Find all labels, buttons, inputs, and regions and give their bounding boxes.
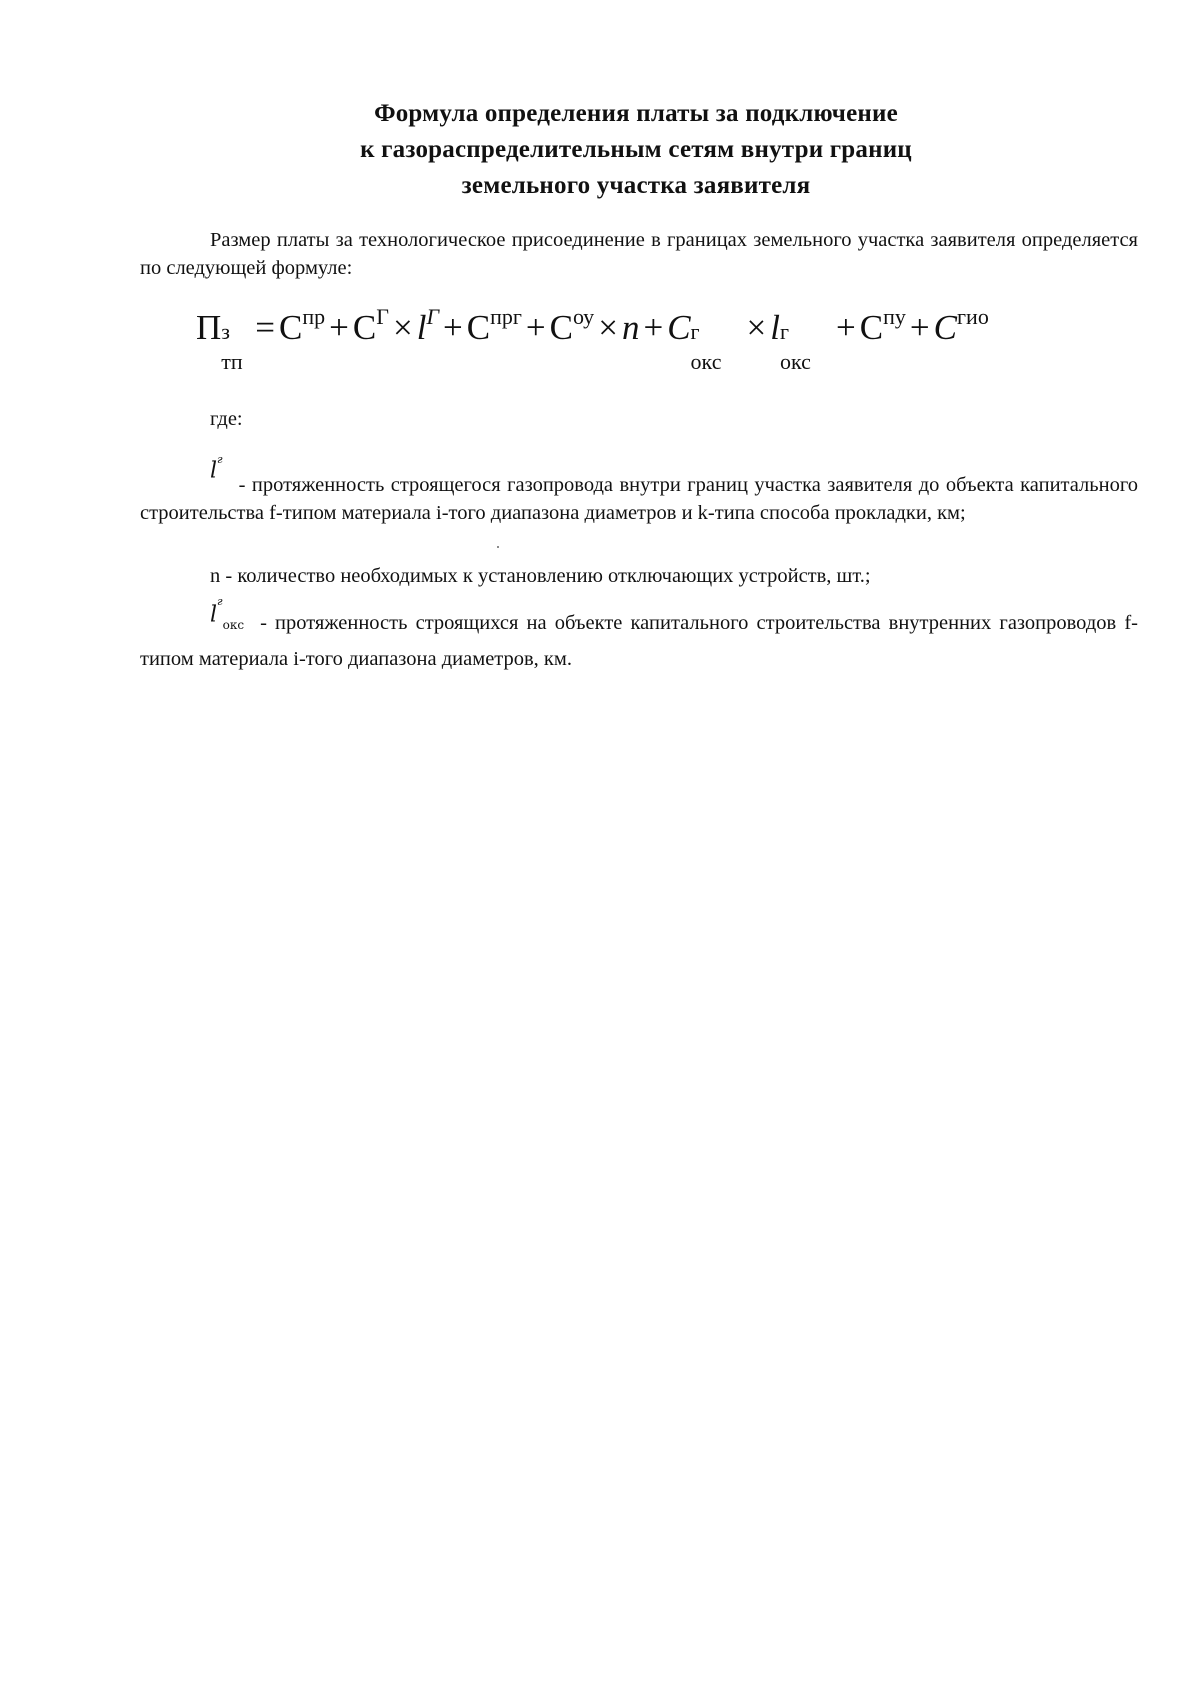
formula-term-cou: $С^{оу}$ (549, 304, 595, 347)
formula-term-cgoks: C г окс (667, 308, 722, 374)
definition-lgoks (140, 595, 1138, 673)
formula-term-cg: $С^Г$ (352, 304, 389, 347)
definition-n: n - количество необходимых к установлению отключающих устройств, шт.; (210, 565, 871, 587)
definition-lg (140, 453, 1138, 527)
formula-equals: = (255, 308, 276, 347)
formula-term-cpu: $С^{пу}$ (859, 304, 906, 347)
definition-text-lg: - протяженность строящегося газопровода внутри границ участка заявителя до объекта капитального строительства f-типом материала i-того диапазона диаметров и k-типа способа прокладки, км; (140, 474, 1138, 525)
definition-symbol-lg: $l^г$ (210, 453, 223, 484)
title-line-2: к газораспределительным сетям внутри границ (360, 136, 912, 163)
document-title (0, 96, 1200, 204)
fee-formula: П з тп = $С^{пр} + С^Г \times l^Г + С^{прг} + С^{оу} \times n + C$ г окс × l г окс + $С^{пу} + C^{гио}$ (196, 304, 989, 374)
formula-term-lg: $l^Г$ (416, 304, 439, 347)
formula-term-cgio: $C^{гио}$ (933, 304, 989, 347)
formula-term-cpr: $С^{пр}$ (279, 304, 326, 347)
formula-term-lgoks: l г окс (770, 308, 811, 374)
title-line-3: земельного участка заявителя (461, 172, 811, 199)
title-line-1: Формула определения платы за подключение (374, 100, 898, 127)
formula-term-n: n (621, 308, 640, 347)
definition-text-lgoks: - протяженность строящихся на объекте капитального строительства внутренних газопроводов f-типом материала i-того диапазона диаметров, км. (140, 612, 1138, 670)
definition-symbol-lgoks: $l^г_{окс}$ (210, 595, 245, 632)
scan-speck (497, 546, 499, 548)
intro-paragraph: Размер платы за технологическое присоединение в границах земельного участка заявителя определяется по следующей формуле: (140, 229, 1138, 279)
formula-lhs: П з тп (196, 308, 243, 374)
where-label: где: (210, 408, 243, 430)
formula-term-cprg: $С^{прг}$ (466, 304, 522, 347)
